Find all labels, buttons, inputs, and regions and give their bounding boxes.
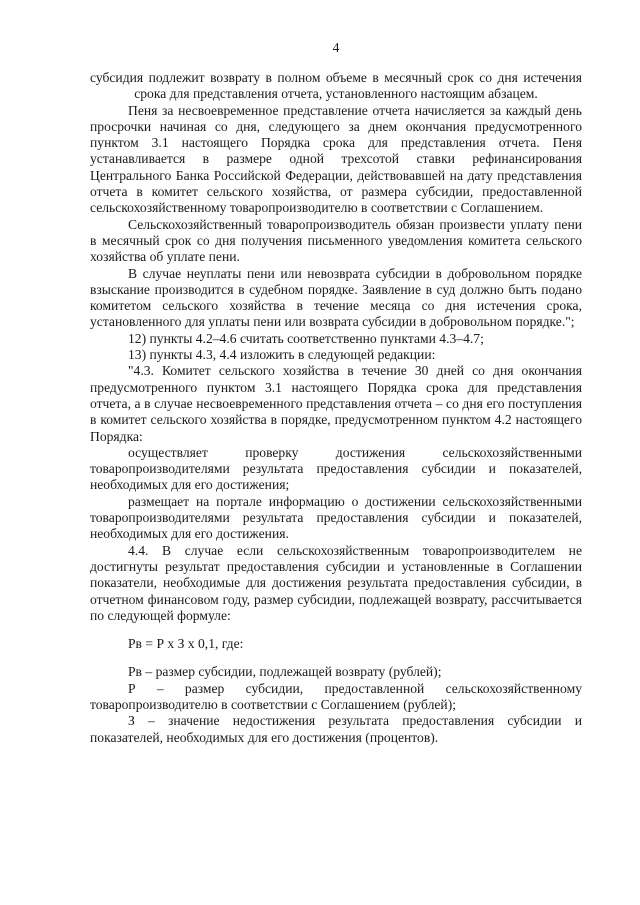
paragraph-portal-publication: размещает на портале информацию о достижении сельскохозяйственными товаропроизводителями результата предоставления субсидии и показателей, необходимых для его достижения. <box>90 493 582 542</box>
definition-z: З – значение недостижения результата предоставления субсидии и показателей, необходимых для его достижения (процентов). <box>90 713 582 745</box>
paragraph-refund-term: субсидия подлежит возврату в полном объеме в месячный срок со дня истечения срока для представления отчета, установленного настоящим абзацем. <box>90 70 582 102</box>
definition-r: Р – размер субсидии, предоставленной сельскохозяйственному товаропроизводителю в соответствии с Соглашением (рублей); <box>90 680 582 712</box>
definition-rv: Рв – размер субсидии, подлежащей возврату (рублей); <box>128 664 442 680</box>
paragraph-clause-4-3: "4.3. Комитет сельского хозяйства в течение 30 дней со дня окончания предусмотренного пунктом 3.1 настоящего Порядка срока для представления отчета, а в случае несвоевременного представления отчета – со дня его поступления в комитет сельского хозяйства в порядке, предусмотренном пунктом 4.2 настоящего Порядка: <box>90 363 582 444</box>
paragraph-penalty-payment: Сельскохозяйственный товаропроизводитель обязан произвести уплату пени в месячный срок со дня получения письменного уведомления комитета сельского хозяйства об уплате пени. <box>90 216 582 265</box>
paragraph-penalty-calculation: Пеня за несвоевременное представление отчета начисляется за каждый день просрочки начиная со дня, следующего за днем окончания предусмотренного пунктом 3.1 настоящего Порядка срока для представления отчета. Пеня устанавливается в размере одной трехсотой ставки рефинансирования Центрального Банка Российской Федерации, действовавшей на дату представления отчета в комитет сельского хозяйства, от размера субсидии, предоставленной сельскохозяйственному товаропроизводителю в соответствии с Соглашением. <box>90 102 582 216</box>
paragraph-item-12: 12) пункты 4.2–4.6 считать соответственно пунктами 4.3–4.7; <box>128 330 484 346</box>
page-number: 4 <box>332 40 340 55</box>
document-page <box>90 40 582 746</box>
paragraph-clause-4-4: 4.4. В случае если сельскохозяйственным товаропроизводителем не достигнуты результат предоставления субсидии и установленные в Соглашении показатели, необходимые для достижения результата предоставления субсидии, в отчетном финансовом году, размер субсидии, подлежащей возврату, рассчитывается по следующей формуле: <box>90 542 582 623</box>
paragraph-court-recovery: В случае неуплаты пени или невозврата субсидии в добровольном порядке взыскание производится в судебном порядке. Заявление в суд должно быть подано комитетом сельского хозяйства в течение месяца со дня истечения срока, установленного для уплаты пени или возврата субсидии в добровольном порядке."; <box>90 265 582 330</box>
paragraph-verification: осуществляет проверку достижения сельскохозяйственными товаропроизводителями результата предоставления субсидии и показателей, необходимых для его достижения; <box>90 444 582 493</box>
paragraph-item-13: 13) пункты 4.3, 4.4 изложить в следующей редакции: <box>128 347 436 363</box>
refund-formula: Рв = Р х З х 0,1, где: <box>128 636 244 652</box>
